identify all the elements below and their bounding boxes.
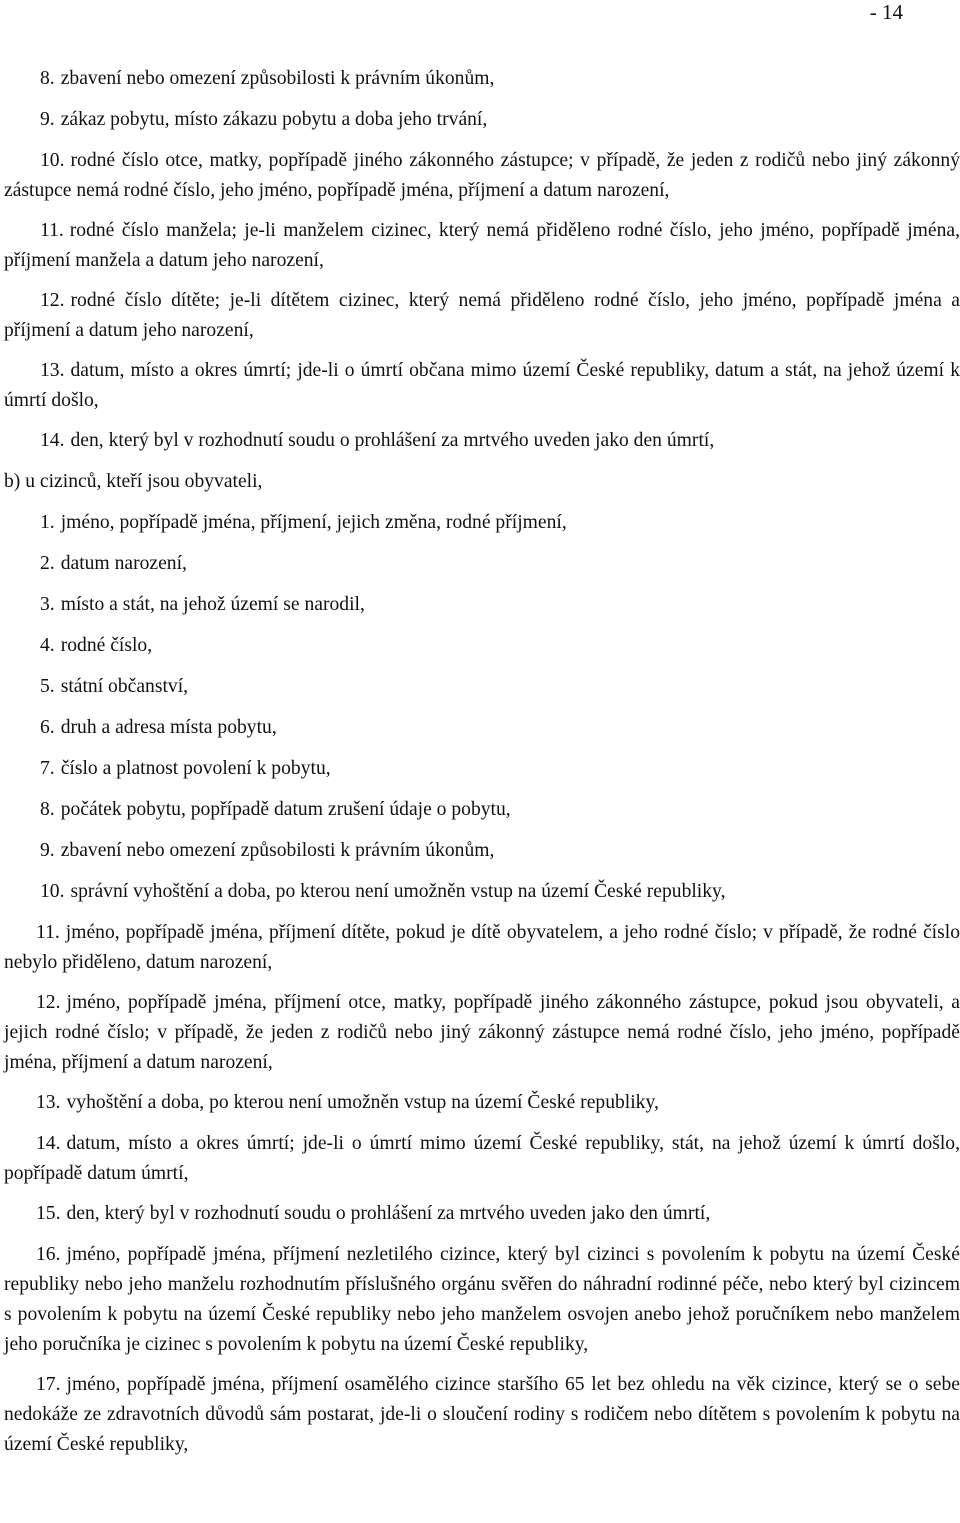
list-item [4, 64, 960, 94]
list-item [4, 836, 960, 866]
item-text: jméno, popřípadě jména, příjmení osamělého cizince staršího 65 let bez ohledu na věk cizince, který se o sebe nedokáže ze zdravotních důvodů sám postarat, jde-li o sloučení rodiny s rodičem nebo dítětem s povolením k pobytu na území České republiky, [4, 1374, 960, 1455]
list-item [4, 146, 960, 206]
item-text: vyhoštění a doba, po kterou není umožněn vstup na území České republiky, [66, 1092, 659, 1113]
item-number: 12. [36, 992, 61, 1013]
item-number: 4. [40, 635, 55, 656]
item-number: 7. [40, 758, 55, 779]
list-item [4, 590, 960, 620]
item-text: zbavení nebo omezení způsobilosti k právním úkonům, [60, 68, 495, 89]
list-item [4, 1370, 960, 1460]
item-text: rodné číslo otce, matky, popřípadě jiného zákonného zástupce; v případě, že jeden z rodičů nebo jiný zákonný zástupce nemá rodné číslo, jeho jméno, popřípadě jména, příjmení a datum narození, [4, 150, 960, 201]
item-text: zbavení nebo omezení způsobilosti k právním úkonům, [60, 840, 495, 861]
item-number: 9. [40, 840, 55, 861]
item-number: 17. [36, 1374, 61, 1395]
item-text: den, který byl v rozhodnutí soudu o prohlášení za mrtvého uveden jako den úmrtí, [66, 1203, 711, 1224]
item-text: státní občanství, [60, 676, 189, 697]
item-text: datum, místo a okres úmrtí; jde-li o úmrtí mimo území České republiky, stát, na jehož území k úmrtí došlo, popřípadě datum úmrtí, [4, 1133, 960, 1184]
item-number: 12. [40, 290, 65, 311]
item-text: správní vyhoštění a doba, po kterou není umožněn vstup na území České republiky, [70, 881, 726, 902]
item-text: rodné číslo manžela; je-li manželem cizinec, který nemá přiděleno rodné číslo, jeho jméno, popřípadě jména, příjmení manžela a datum jeho narození, [4, 220, 960, 271]
list-item [4, 713, 960, 743]
list-item [4, 795, 960, 825]
item-text: rodné číslo dítěte; je-li dítětem cizinec, který nemá přiděleno rodné číslo, jeho jméno, popřípadě jména a příjmení a datum jeho narození, [4, 290, 960, 341]
list-item [4, 877, 960, 907]
list-item [4, 1240, 960, 1360]
list-item [4, 356, 960, 416]
item-number: 15. [36, 1203, 61, 1224]
list-item [4, 216, 960, 276]
list-item [4, 508, 960, 538]
item-text: jméno, popřípadě jména, příjmení, jejich změna, rodné příjmení, [60, 512, 567, 533]
item-number: 6. [40, 717, 55, 738]
list-item [4, 1088, 960, 1118]
page-number: - 14 [869, 0, 903, 24]
list-item [4, 286, 960, 346]
section-heading: b) u cizinců, kteří jsou obyvateli, [4, 471, 263, 492]
item-number: 11. [40, 220, 64, 241]
list-item [4, 549, 960, 579]
item-text: datum narození, [60, 553, 187, 574]
item-text: jméno, popřípadě jména, příjmení nezletilého cizince, který byl cizinci s povolením k pobytu na území České republiky nebo jeho manželu rozhodnutím příslušného orgánu svěřen do náhradní rodinné péče, nebo který byl cizincem s povolením k pobytu na území České republiky nebo jeho manželem osvojen anebo jehož poručníkem nebo manželem jeho poručníka je cizinec s povolením k pobytu na území České republiky, [4, 1244, 960, 1355]
item-text: jméno, popřípadě jména, příjmení otce, matky, popřípadě jiného zákonného zástupce, pokud jsou obyvateli, a jejich rodné číslo; v případě, že jeden z rodičů nebo jiný zákonný zástupce nemá rodné číslo, jeho jméno, popřípadě jména, příjmení a datum narození, [4, 992, 960, 1073]
list-item [4, 754, 960, 784]
item-number: 8. [40, 68, 55, 89]
item-number: 14. [36, 1133, 61, 1154]
item-number: 9. [40, 109, 55, 130]
item-number: 10. [40, 150, 65, 171]
list-item [4, 672, 960, 702]
item-text: místo a stát, na jehož území se narodil, [60, 594, 365, 615]
item-number: 5. [40, 676, 55, 697]
item-text: počátek pobytu, popřípadě datum zrušení údaje o pobytu, [60, 799, 511, 820]
item-text: zákaz pobytu, místo zákazu pobytu a doba jeho trvání, [60, 109, 488, 130]
list-item [4, 105, 960, 135]
item-number: 16. [36, 1244, 61, 1265]
list-item [4, 426, 960, 456]
list-item [4, 1129, 960, 1189]
item-number: 1. [40, 512, 55, 533]
item-text: den, který byl v rozhodnutí soudu o prohlášení za mrtvého uveden jako den úmrtí, [70, 430, 715, 451]
item-text: druh a adresa místa pobytu, [60, 717, 277, 738]
item-number: 11. [36, 922, 60, 943]
item-number: 8. [40, 799, 55, 820]
item-number: 2. [40, 553, 55, 574]
item-number: 10. [40, 881, 65, 902]
item-number: 14. [40, 430, 65, 451]
item-text: datum, místo a okres úmrtí; jde-li o úmrtí občana mimo území České republiky, datum a stát, na jehož území k úmrtí došlo, [4, 360, 960, 411]
item-text: rodné číslo, [60, 635, 153, 656]
item-text: číslo a platnost povolení k pobytu, [60, 758, 331, 779]
item-number: 13. [40, 360, 65, 381]
item-number: 3. [40, 594, 55, 615]
list-item [4, 1199, 960, 1229]
list-item [4, 988, 960, 1078]
item-number: 13. [36, 1092, 61, 1113]
list-item [4, 631, 960, 661]
item-text: jméno, popřípadě jména, příjmení dítěte, pokud je dítě obyvatelem, a jeho rodné číslo; v případě, že rodné číslo nebylo přiděleno, datum narození, [4, 922, 960, 973]
document-body [4, 64, 960, 1470]
list-item [4, 918, 960, 978]
